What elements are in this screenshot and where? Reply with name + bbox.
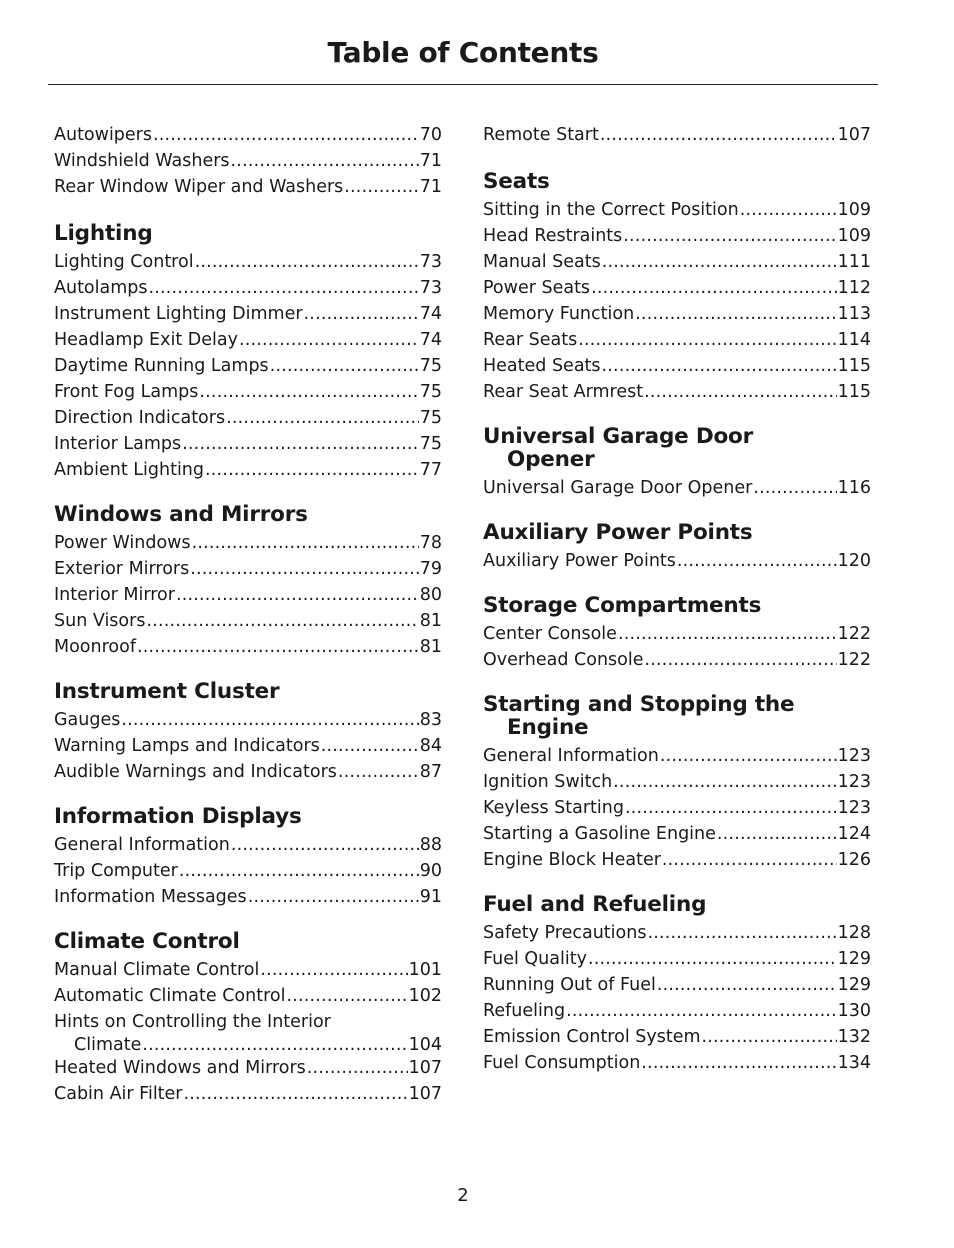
toc-section xyxy=(483,521,871,574)
leader-dots xyxy=(321,733,419,759)
toc-entry-link[interactable] xyxy=(54,858,442,884)
toc-entry-page: 91 xyxy=(419,887,442,907)
section-title-continuation: Opener xyxy=(507,447,595,472)
toc-section xyxy=(54,503,442,660)
toc-entry-link[interactable] xyxy=(54,957,442,983)
leader-dots xyxy=(149,275,419,301)
toc-entry-link[interactable] xyxy=(54,1009,442,1055)
leader-dots xyxy=(613,769,836,795)
toc-entry-page: 111 xyxy=(837,252,871,272)
toc-section xyxy=(483,594,871,673)
leader-dots xyxy=(121,707,418,733)
leader-dots xyxy=(190,556,418,582)
toc-entry-page: 84 xyxy=(419,736,442,756)
toc-entry-link[interactable] xyxy=(483,122,871,148)
toc-section xyxy=(483,425,871,501)
leader-dots xyxy=(195,249,419,275)
leader-dots xyxy=(199,379,418,405)
toc-entry-page: 114 xyxy=(837,330,871,350)
toc-entry-page: 123 xyxy=(837,746,871,766)
toc-entry-link[interactable] xyxy=(54,884,442,910)
section-title xyxy=(483,594,871,617)
section-title-text: Seats xyxy=(483,169,550,194)
toc-entry-text: Center Console xyxy=(483,624,617,644)
toc-entry-link[interactable] xyxy=(483,1050,871,1076)
page-title: Table of Contents xyxy=(327,36,599,69)
section-title-text: Windows and Mirrors xyxy=(54,502,308,527)
page-number: 2 xyxy=(457,1185,469,1206)
leader-dots xyxy=(338,759,419,785)
section-title-continuation: Engine xyxy=(507,715,589,740)
toc-entry-text: Starting a Gasoline Engine xyxy=(483,824,716,844)
toc-entry-page: 122 xyxy=(837,624,871,644)
toc-entry-text: Sitting in the Correct Position xyxy=(483,200,739,220)
leader-dots xyxy=(635,301,836,327)
toc-entry-text: Auxiliary Power Points xyxy=(483,551,676,571)
toc-entry-link[interactable] xyxy=(54,249,442,275)
toc-entry-page: 71 xyxy=(419,177,442,197)
toc-entry-link[interactable] xyxy=(483,647,871,673)
toc-entry-link[interactable] xyxy=(483,548,871,574)
toc-section xyxy=(483,893,871,1076)
toc-entry-link[interactable] xyxy=(483,249,871,275)
toc-entry-text: Manual Climate Control xyxy=(54,960,260,980)
toc-entry-page: 128 xyxy=(837,923,871,943)
toc-section xyxy=(54,930,442,1107)
toc-entry-text: Trip Computer xyxy=(54,861,178,881)
leader-dots xyxy=(625,795,837,821)
toc-entry-text: Moonroof xyxy=(54,637,136,657)
toc-section xyxy=(483,122,871,148)
toc-entry-text: Heated Windows and Mirrors xyxy=(54,1058,306,1078)
toc-entry-link[interactable] xyxy=(483,301,871,327)
toc-entry-page: 107 xyxy=(408,1084,442,1104)
toc-section xyxy=(483,693,871,873)
leader-dots xyxy=(248,884,419,910)
toc-entry-page: 107 xyxy=(408,1058,442,1078)
leader-dots xyxy=(176,582,419,608)
leader-dots xyxy=(657,972,837,998)
toc-entry-link[interactable] xyxy=(483,946,871,972)
toc-entry-link[interactable] xyxy=(54,431,442,457)
leader-dots xyxy=(270,353,419,379)
toc-entry-page: 124 xyxy=(837,824,871,844)
toc-entry-page: 74 xyxy=(419,304,442,324)
toc-entry-text: Head Restraints xyxy=(483,226,623,246)
toc-entry-text: Fuel Quality xyxy=(483,949,587,969)
leader-dots xyxy=(623,223,836,249)
leader-dots xyxy=(740,197,837,223)
toc-entry-link[interactable] xyxy=(54,1081,442,1107)
toc-entry-page: 80 xyxy=(419,585,442,605)
toc-entry-text: Automatic Climate Control xyxy=(54,986,286,1006)
leader-dots xyxy=(304,301,419,327)
toc-column-right xyxy=(483,122,871,1096)
leader-dots xyxy=(591,275,837,301)
toc-entry-line2 xyxy=(54,1035,442,1055)
toc-entry-page: 79 xyxy=(419,559,442,579)
toc-entry-text: Exterior Mirrors xyxy=(54,559,190,579)
toc-entry-text: Interior Lamps xyxy=(54,434,182,454)
toc-entry-page: 116 xyxy=(837,478,871,498)
section-title-text: Universal Garage Door xyxy=(483,424,754,449)
toc-entry-page: 77 xyxy=(419,460,442,480)
toc-entry-page: 75 xyxy=(419,356,442,376)
leader-dots xyxy=(179,858,419,884)
leader-dots xyxy=(239,327,419,353)
toc-entry-link[interactable] xyxy=(483,327,871,353)
toc-entry-link[interactable] xyxy=(54,556,442,582)
toc-entry-link[interactable] xyxy=(54,353,442,379)
toc-entry-text: Information Messages xyxy=(54,887,247,907)
leader-dots xyxy=(644,379,836,405)
section-title xyxy=(54,805,442,828)
leader-dots xyxy=(231,148,419,174)
section-title-text: Starting and Stopping the xyxy=(483,692,795,717)
toc-entry-text: Power Windows xyxy=(54,533,191,553)
toc-entry-link[interactable] xyxy=(54,275,442,301)
toc-entry-page: 107 xyxy=(837,125,871,145)
section-title-text: Auxiliary Power Points xyxy=(483,520,753,545)
toc-entry-page: 123 xyxy=(837,798,871,818)
toc-entry-page: 104 xyxy=(408,1035,442,1055)
toc-entry-link[interactable] xyxy=(54,1055,442,1081)
toc-entry-text: Power Seats xyxy=(483,278,591,298)
leader-dots xyxy=(717,821,837,847)
toc-entry-text: Rear Seat Armrest xyxy=(483,382,644,402)
toc-entry-link[interactable] xyxy=(483,621,871,647)
section-title-text: Lighting xyxy=(54,221,153,246)
section-title xyxy=(483,425,871,471)
toc-entry-text: Sun Visors xyxy=(54,611,146,631)
toc-entry-link[interactable] xyxy=(483,821,871,847)
toc-entry-page: 109 xyxy=(837,200,871,220)
toc-entry-text: Manual Seats xyxy=(483,252,601,272)
toc-entry-link[interactable] xyxy=(54,608,442,634)
toc-entry-page: 123 xyxy=(837,772,871,792)
toc-entry-page: 81 xyxy=(419,611,442,631)
toc-entry-text: Ignition Switch xyxy=(483,772,613,792)
toc-entry-link[interactable] xyxy=(483,795,871,821)
toc-entry-page: 129 xyxy=(837,949,871,969)
toc-entry-text: Direction Indicators xyxy=(54,408,226,428)
toc-entry-page: 132 xyxy=(837,1027,871,1047)
section-title-text: Storage Compartments xyxy=(483,593,762,618)
toc-entry-link[interactable] xyxy=(483,847,871,873)
toc-entry-link[interactable] xyxy=(54,457,442,483)
leader-dots xyxy=(645,647,837,673)
toc-entry-text: Daytime Running Lamps xyxy=(54,356,269,376)
toc-entry-text: Universal Garage Door Opener xyxy=(483,478,753,498)
toc-entry-text: Engine Block Heater xyxy=(483,850,661,870)
toc-entry-link[interactable] xyxy=(54,530,442,556)
leader-dots xyxy=(662,847,837,873)
toc-entry-page: 112 xyxy=(837,278,871,298)
toc-entry-page: 134 xyxy=(837,1053,871,1073)
toc-entry-text: Cabin Air Filter xyxy=(54,1084,183,1104)
toc-entry-text: Ambient Lighting xyxy=(54,460,205,480)
toc-entry-link[interactable] xyxy=(54,733,442,759)
leader-dots xyxy=(307,1055,408,1081)
toc-entry-link[interactable] xyxy=(483,223,871,249)
leader-dots xyxy=(702,1024,837,1050)
toc-entry-text: Autolamps xyxy=(54,278,148,298)
toc-entry-text: Hints on Controlling the Interior xyxy=(54,1012,331,1032)
section-title xyxy=(54,930,442,953)
toc-entry-link[interactable] xyxy=(54,582,442,608)
toc-entry-page: 130 xyxy=(837,1001,871,1021)
toc-entry-link[interactable] xyxy=(54,301,442,327)
leader-dots xyxy=(182,431,419,457)
toc-entry-page: 126 xyxy=(837,850,871,870)
section-title xyxy=(54,503,442,526)
toc-entry-link[interactable] xyxy=(483,743,871,769)
toc-section xyxy=(483,170,871,405)
leader-dots xyxy=(184,1081,408,1107)
toc-entry-page: 113 xyxy=(837,304,871,324)
toc-entry-page: 75 xyxy=(419,434,442,454)
leader-dots xyxy=(153,122,419,148)
toc-entry-text: Audible Warnings and Indicators xyxy=(54,762,337,782)
section-title-text: Instrument Cluster xyxy=(54,679,280,704)
leader-dots xyxy=(566,998,837,1024)
toc-entry-page: 75 xyxy=(419,382,442,402)
toc-entry-link[interactable] xyxy=(483,475,871,501)
leader-dots xyxy=(641,1050,836,1076)
toc-entry-text: Rear Window Wiper and Washers xyxy=(54,177,344,197)
toc-entry-link[interactable] xyxy=(483,275,871,301)
toc-entry-text: Memory Function xyxy=(483,304,635,324)
toc-entry-text: Rear Seats xyxy=(483,330,578,350)
leader-dots xyxy=(231,832,419,858)
toc-entry-text: Headlamp Exit Delay xyxy=(54,330,238,350)
toc-entry-page: 120 xyxy=(837,551,871,571)
leader-dots xyxy=(344,174,418,200)
toc-entry-page: 71 xyxy=(419,151,442,171)
toc-entry-text: Overhead Console xyxy=(483,650,644,670)
toc-entry-text: Instrument Lighting Dimmer xyxy=(54,304,303,324)
toc-entry-link[interactable] xyxy=(483,379,871,405)
leader-dots xyxy=(137,634,419,660)
toc-entry-page: 87 xyxy=(419,762,442,782)
toc-entry-page: 73 xyxy=(419,278,442,298)
leader-dots xyxy=(753,475,836,501)
leader-dots xyxy=(192,530,419,556)
toc-entry-page: 88 xyxy=(419,835,442,855)
toc-section xyxy=(54,680,442,785)
toc-column-left xyxy=(54,122,442,1127)
toc-entry-link[interactable] xyxy=(483,1024,871,1050)
toc-entry-text: Interior Mirror xyxy=(54,585,175,605)
leader-dots xyxy=(286,983,407,1009)
toc-entry-page: 129 xyxy=(837,975,871,995)
toc-entry-page: 75 xyxy=(419,408,442,428)
toc-entry-text: Fuel Consumption xyxy=(483,1053,641,1073)
toc-entry-link[interactable] xyxy=(54,832,442,858)
toc-entry-page: 122 xyxy=(837,650,871,670)
toc-entry-page: 83 xyxy=(419,710,442,730)
toc-entry-page: 78 xyxy=(419,533,442,553)
leader-dots xyxy=(226,405,419,431)
title-divider xyxy=(48,84,878,85)
toc-entry-link[interactable] xyxy=(54,983,442,1009)
toc-entry-text: Remote Start xyxy=(483,125,599,145)
toc-entry-text: Lighting Control xyxy=(54,252,194,272)
toc-entry-page: 115 xyxy=(837,382,871,402)
leader-dots xyxy=(205,457,419,483)
leader-dots xyxy=(142,1035,407,1055)
leader-dots xyxy=(600,122,837,148)
leader-dots xyxy=(588,946,837,972)
leader-dots xyxy=(660,743,837,769)
toc-entry-page: 73 xyxy=(419,252,442,272)
toc-entry-page: 90 xyxy=(419,861,442,881)
toc-entry-page: 102 xyxy=(408,986,442,1006)
toc-section xyxy=(54,222,442,483)
toc-entry-link[interactable] xyxy=(54,379,442,405)
toc-entry-text: Windshield Washers xyxy=(54,151,230,171)
leader-dots xyxy=(618,621,837,647)
toc-entry-text: Front Fog Lamps xyxy=(54,382,199,402)
toc-entry-page: 81 xyxy=(419,637,442,657)
toc-entry-text: General Information xyxy=(483,746,659,766)
toc-section xyxy=(54,122,442,200)
toc-entry-link[interactable] xyxy=(54,148,442,174)
toc-entry-link[interactable] xyxy=(483,769,871,795)
section-title xyxy=(483,893,871,916)
toc-entry-page: 109 xyxy=(837,226,871,246)
toc-entry-link[interactable] xyxy=(483,197,871,223)
toc-entry-link[interactable] xyxy=(483,353,871,379)
leader-dots xyxy=(578,327,836,353)
toc-entry-page: 101 xyxy=(408,960,442,980)
toc-entry-text: Warning Lamps and Indicators xyxy=(54,736,320,756)
leader-dots xyxy=(677,548,837,574)
toc-entry-page: 74 xyxy=(419,330,442,350)
section-title-text: Fuel and Refueling xyxy=(483,892,707,917)
section-title-text: Climate Control xyxy=(54,929,240,954)
toc-entry-text: Safety Precautions xyxy=(483,923,647,943)
toc-entry-text: Emission Control System xyxy=(483,1027,701,1047)
toc-entry-text: Heated Seats xyxy=(483,356,601,376)
toc-entry-link[interactable] xyxy=(54,634,442,660)
section-title xyxy=(483,170,871,193)
leader-dots xyxy=(602,353,837,379)
toc-entry-page: 115 xyxy=(837,356,871,376)
section-title xyxy=(483,693,871,739)
section-title-text: Information Displays xyxy=(54,804,302,829)
toc-entry-link[interactable] xyxy=(483,998,871,1024)
toc-entry-text: Refueling xyxy=(483,1001,566,1021)
section-title xyxy=(54,680,442,703)
toc-entry-text: Running Out of Fuel xyxy=(483,975,656,995)
toc-entry-link[interactable] xyxy=(54,707,442,733)
toc-entry-page: 70 xyxy=(419,125,442,145)
leader-dots xyxy=(647,920,836,946)
section-title xyxy=(483,521,871,544)
toc-entry-link[interactable] xyxy=(483,920,871,946)
toc-entry-link[interactable] xyxy=(54,759,442,785)
toc-entry-link[interactable] xyxy=(54,405,442,431)
toc-entry-link[interactable] xyxy=(54,122,442,148)
toc-entry-link[interactable] xyxy=(54,327,442,353)
toc-entry-link[interactable] xyxy=(54,174,442,200)
section-title xyxy=(54,222,442,245)
leader-dots xyxy=(260,957,407,983)
toc-entry-link[interactable] xyxy=(483,972,871,998)
toc-section xyxy=(54,805,442,910)
toc-entry-text: Autowipers xyxy=(54,125,152,145)
toc-entry-text: General Information xyxy=(54,835,230,855)
toc-entry-text: Keyless Starting xyxy=(483,798,624,818)
toc-entry-text: Gauges xyxy=(54,710,121,730)
leader-dots xyxy=(146,608,418,634)
leader-dots xyxy=(602,249,837,275)
toc-entry-text-continuation: Climate xyxy=(74,1035,142,1055)
